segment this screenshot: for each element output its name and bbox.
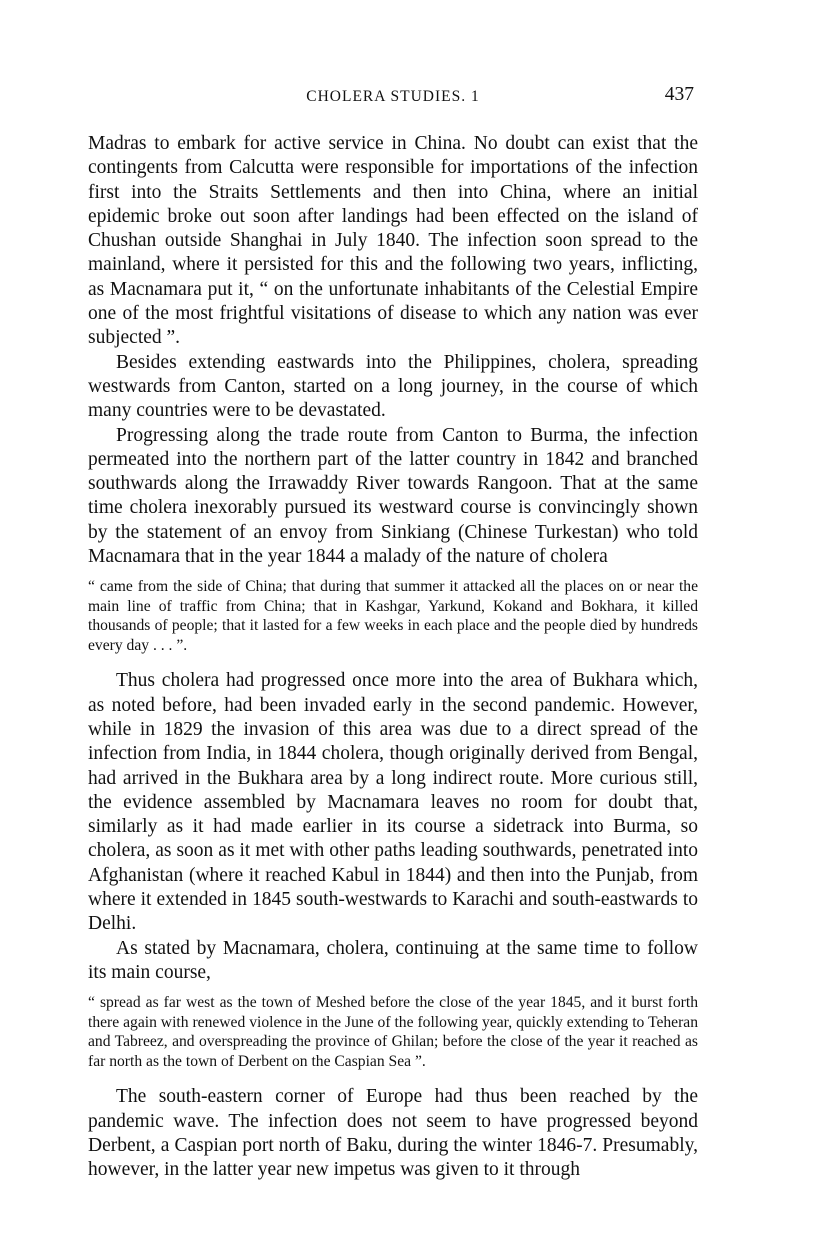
- paragraph-2: Besides extending eastwards into the Philippines, cholera, spreading westwards from Canton, started on a long journey, in the course of which many countries were to be devastated.: [88, 351, 698, 422]
- block-quote-1: “ came from the side of China; that during that summer it attacked all the places on or near the main line of traffic from China; that in Kashgar, Yarkund, Kokand and Bokhara, it killed thousands of people; that it lasted for a few weeks in each place and the people died by hundreds every day . . . ”.: [88, 578, 698, 654]
- paragraph-1: Madras to embark for active service in China. No doubt can exist that the contingents from Calcutta were responsible for importations of the infection first into the Straits Settlements and then into China, where an initial epidemic broke out soon after landings had been effected on the island of Chushan outside Shanghai in July 1840. The infection soon spread to the mainland, where it persisted for this and the following two years, inflicting, as Macnamara put it, “ on the unfortunate inhabitants of the Celestial Empire one of the most frightful visitations of disease to which any nation was ever subjected ”.: [88, 133, 698, 349]
- running-head: [88, 84, 698, 110]
- paragraph-3: Progressing along the trade route from Canton to Burma, the infection permeated into the northern part of the latter country in 1842 and branched southwards along the Irrawaddy River towards Rangoon. That at the same time cholera inexorably pursued its westward course is convincingly shown by the statement of an envoy from Sinkiang (Chinese Turkestan) who told Macnamara that in the year 1844 a malady of the nature of cholera: [88, 424, 698, 568]
- page-number: 437: [664, 84, 694, 105]
- paragraph-4: Thus cholera had progressed once more into the area of Bukhara which, as noted before, had been invaded early in the second pandemic. However, while in 1829 the invasion of this area was due to a direct spread of the infection from India, in 1844 cholera, though originally derived from Bengal, had arrived in the Bukhara area by a long indirect route. More curious still, the evidence assembled by Macnamara leaves no room for doubt that, similarly as it had made earlier in its course a sidetrack into Burma, so cholera, as soon as it met with other paths leading southwards, penetrated into Afghanistan (where it reached Kabul in 1844) and then into the Punjab, from where it extended in 1845 south-westwards to Karachi and south-eastwards to Delhi.: [88, 670, 698, 935]
- block-quote-2: “ spread as far west as the town of Meshed before the close of the year 1845, and it burst forth there again with renewed violence in the June of the following year, quickly extending to Teheran and Tabreez, and overspreading the province of Ghilan; before the close of the year it reached as far north as the town of Derbent on the Caspian Sea ”.: [88, 994, 698, 1070]
- running-title: CHOLERA STUDIES. 1: [306, 88, 480, 105]
- paragraph-5: As stated by Macnamara, cholera, continuing at the same time to follow its main course,: [88, 937, 698, 983]
- paragraph-6: The south-eastern corner of Europe had thus been reached by the pandemic wave. The infection does not seem to have progressed beyond Derbent, a Caspian port north of Baku, during the winter 1846-7. Presumably, however, in the latter year new impetus was given to it through: [88, 1086, 698, 1181]
- body-text: [88, 132, 698, 1182]
